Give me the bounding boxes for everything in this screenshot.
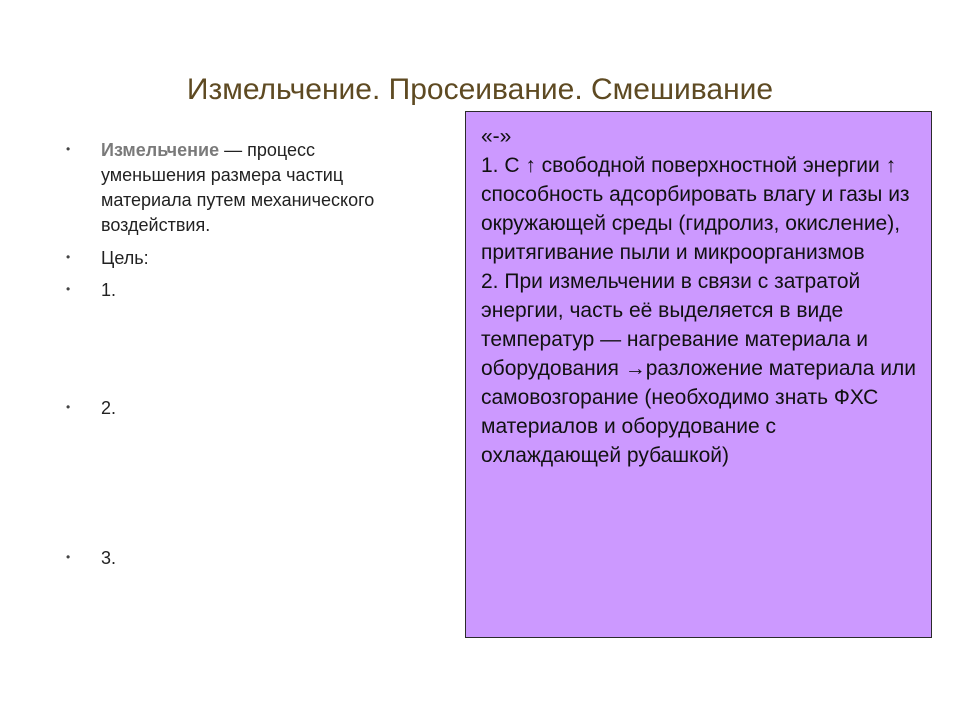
bullet-icon: • — [66, 282, 71, 296]
bullet-icon: • — [66, 550, 71, 564]
list-item-text: 3. — [101, 548, 117, 568]
note-box — [465, 111, 932, 638]
bullet-icon: • — [66, 400, 71, 414]
list-item-text: Цель: — [101, 248, 149, 268]
list-item-text: 1. — [101, 280, 117, 300]
bullet-icon: • — [66, 250, 71, 264]
term-highlight: Измельчение — [101, 140, 220, 160]
list-item-text — [101, 138, 406, 238]
definition-text: — процесс уменьшения размера частиц материала путем механического воздействия. — [101, 140, 375, 235]
list-item-text: 2. — [101, 398, 117, 418]
slide-title: Измельчение. Просеивание. Смешивание — [186, 73, 774, 106]
note-text: «-» 1. С ↑ свободной поверхностной энергии ↑ способность адсорбировать влагу и газы из окружающей среды (гидролиз, окисление), притягивание пыли и микроорганизмов 2. При измельчении в связи с затратой энергии, часть её выделяется в виде температур — нагревание материала и оборудования →разложение материала или самовозгорание (необходимо знать ФХС материалов и оборудование с охлаждающей рубашкой) — [481, 125, 917, 467]
bullet-icon: • — [66, 142, 71, 156]
